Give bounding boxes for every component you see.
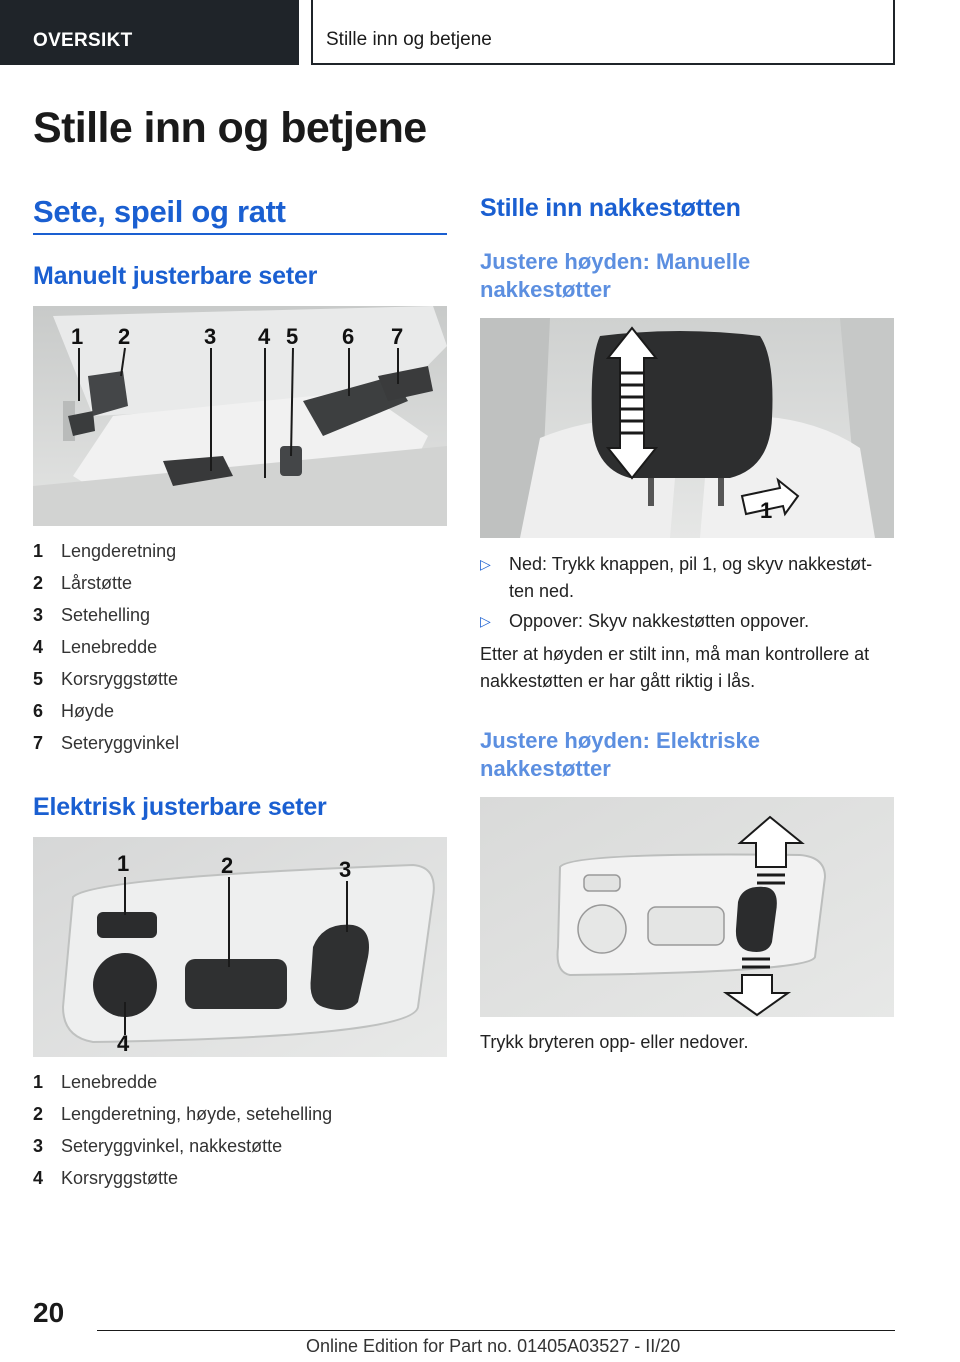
legend-item: 1 Lenebredde <box>33 1071 158 1092</box>
legend-item: 4 Korsryggstøtte <box>33 1167 179 1188</box>
header-chapter-label: Stille inn og betjene <box>326 29 492 50</box>
header-section-tab <box>0 0 299 65</box>
manual-headrest-image <box>480 318 894 538</box>
legend-item: 3 Seteryggvinkel, nakkestøtte <box>33 1135 283 1156</box>
legend-item: 1 Lengderetning <box>33 540 177 561</box>
headrest-lock-note: Etter at høyden er stilt inn, må man kontrollere at nakkestøtten er har gått riktig i lås. <box>480 644 870 691</box>
subsection-title-electric-seats: Elektrisk justerbare seter <box>33 793 327 821</box>
electric-image-label-1: 1 <box>117 851 130 876</box>
headrest-image-label-1: 1 <box>760 498 773 523</box>
legend-item: 5 Korsryggstøtte <box>33 668 179 689</box>
manual-image-label-4: 4 <box>258 324 271 349</box>
legend-item: 2 Lengderetning, høyde, setehelling <box>33 1103 333 1124</box>
manual-image-label-7: 7 <box>391 324 404 349</box>
legend-item: 3 Setehelling <box>33 604 151 625</box>
subsection-title-manual-seats: Manuelt justerbare seter <box>33 262 318 290</box>
header-chapter-tab <box>311 0 895 65</box>
footer-rule <box>97 1330 895 1331</box>
electric-image-label-2: 2 <box>221 853 234 878</box>
section-title-headrest: Stille inn nakkestøtten <box>480 194 741 222</box>
electric-image-label-4: 4 <box>117 1031 130 1056</box>
legend-item: 4 Lenebredde <box>33 636 158 657</box>
subsection-title-manual-headrest: Justere høyden: Manuelle nakkestøtter <box>480 249 751 302</box>
manual-seat-image <box>33 306 447 526</box>
electric-headrest-image <box>480 797 894 1017</box>
section-title-seat-mirror-wheel: Sete, speil og ratt <box>33 194 286 229</box>
electric-seat-image <box>33 837 447 1057</box>
manual-image-label-3: 3 <box>204 324 217 349</box>
manual-seat-legend <box>33 535 179 759</box>
page-number: 20 <box>33 1297 65 1328</box>
manual-image-label-5: 5 <box>286 324 299 349</box>
bullet-triangle-icon: ▷ <box>480 556 491 572</box>
manual-image-label-2: 2 <box>118 324 131 349</box>
legend-item: 2 Lårstøtte <box>33 572 133 593</box>
page-title: Stille inn og betjene <box>33 104 427 152</box>
bullet-triangle-icon: ▷ <box>480 613 491 629</box>
legend-item: 6 Høyde <box>33 700 115 721</box>
footer-edition: Online Edition for Part no. 01405A03527 - II/20 <box>306 1336 681 1356</box>
electric-image-label-3: 3 <box>339 857 352 882</box>
legend-item: 7 Seteryggvinkel <box>33 732 180 753</box>
manual-image-label-1: 1 <box>71 324 84 349</box>
manual-image-label-6: 6 <box>342 324 355 349</box>
electric-headrest-instruction: Trykk bryteren opp- eller nedover. <box>480 1032 749 1052</box>
header-section-label: OVERSIKT <box>33 30 133 51</box>
section-rule-left <box>33 233 447 235</box>
subsection-title-electric-headrest: Justere høyden: Elektriske nakkestøtter <box>480 728 761 781</box>
electric-seat-legend <box>33 1066 332 1194</box>
